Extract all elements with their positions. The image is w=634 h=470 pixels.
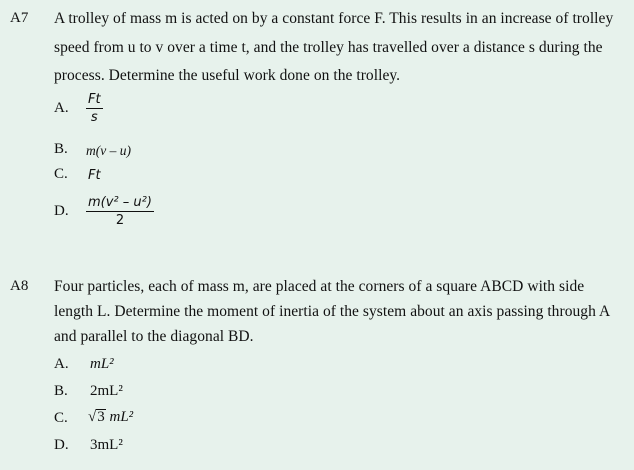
fraction-numerator: m(v² – u²) xyxy=(88,195,152,210)
square-root-radicand: 3 xyxy=(97,409,105,425)
option-c-value xyxy=(88,409,133,426)
option-b-value: m(v – u) xyxy=(86,143,131,158)
option-a-letter: A. xyxy=(54,100,69,116)
question-number: A7 xyxy=(10,10,29,26)
option-d-value: 3mL² xyxy=(90,437,123,453)
option-a-fraction xyxy=(86,92,103,125)
question-text-line: A trolley of mass m is acted on by a constant force F. This results in an increase of trolley xyxy=(54,10,614,27)
option-a-letter: A. xyxy=(54,356,69,372)
option-d-letter: D. xyxy=(54,203,69,219)
option-b-letter: B. xyxy=(54,141,68,157)
option-c-letter: C. xyxy=(54,410,68,426)
option-a-value: mL² xyxy=(90,356,114,372)
option-b-letter: B. xyxy=(54,383,68,399)
option-c-term: mL² xyxy=(109,409,134,425)
question-text-line: process. Determine the useful work done on the trolley. xyxy=(54,67,401,84)
square-root-sign: √ xyxy=(88,409,97,425)
fraction-numerator: Ft xyxy=(88,92,101,107)
question-number: A8 xyxy=(10,278,29,294)
question-text-line: length L. Determine the moment of inertia of the system about an axis passing through A xyxy=(54,303,611,320)
option-b-value: 2mL² xyxy=(90,383,123,399)
question-text-line: and parallel to the diagonal BD. xyxy=(54,328,254,345)
option-d-letter: D. xyxy=(54,437,69,453)
fraction-denominator: 2 xyxy=(115,213,125,228)
fraction-denominator: s xyxy=(90,110,98,125)
question-text-line: Four particles, each of mass m, are placed at the corners of a square ABCD with side xyxy=(54,278,585,295)
option-c-value: Ft xyxy=(88,168,101,183)
option-d-fraction xyxy=(86,195,154,228)
option-c-letter: C. xyxy=(54,166,68,182)
question-text-line: speed from u to v over a time t, and the trolley has travelled over a distance s during the xyxy=(54,39,603,56)
